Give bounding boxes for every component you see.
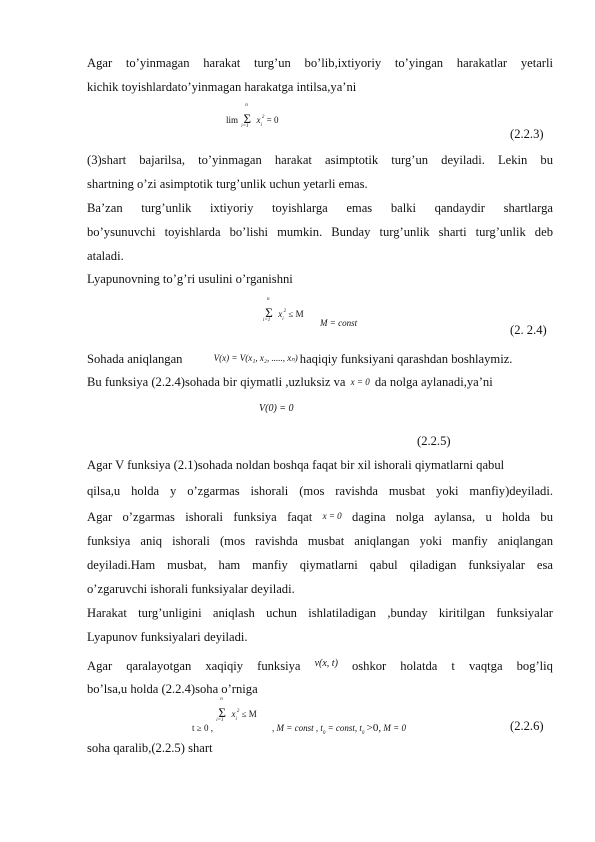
formula-sum-bound: n Σ i=1 $x_i^2 \le M$ (263, 297, 304, 323)
formula-v-xt: v(x, t) (314, 658, 338, 669)
equation-number: (2.2.5) (417, 434, 451, 448)
formula-limit-sum: lim n Σ i=1 $x_i^2 = 0$ (226, 103, 279, 129)
text-line: Lyapunovning to’g’ri usulini o’rganishni (87, 272, 293, 286)
text-line: qilsa,u holda y o’zgarmas ishorali (mos ravishda musbat yoki manfiy)deyiladi. (87, 484, 553, 498)
text-line: o’zgaruvchi ishorali funksiyalar deyiladi. (87, 582, 295, 596)
text-line: bo’lsa,u holda (2.2.4)soha o’rniga (87, 682, 258, 696)
text-span: oshkor holatda t vaqtga bog’liq (351, 659, 553, 673)
text-line (87, 350, 553, 367)
text-line: deyiladi.Ham musbat, ham manfiy qiymatlarni qabul qiladigan funksiyalar esa (87, 558, 553, 572)
text-line: Agar V funksiya (2.1)sohada noldan boshqa faqat bir xil ishorali qiymatlarni qabul (87, 458, 505, 472)
text-line: Ba’zan turg’unlik ixtiyoriy toyishlarga emas balki qandaydir shartlarga (87, 201, 553, 215)
text-line: Lyapunov funksiyalari deyiladi. (87, 630, 248, 644)
text-span: Agar o’zgarmas ishorali funksiya faqat (87, 510, 313, 524)
equation-number: (2. 2.4) (510, 323, 547, 337)
formula-v-def: V(x) = V(x₁, x₂, ....., xₙ) (213, 353, 298, 363)
formula-x-zero: x = 0 (322, 511, 342, 521)
text-span: dagina nolga aylansa, u holda bu (352, 510, 554, 524)
text-span: haqiqiy funksiyani qarashdan boshlaymiz. (299, 352, 513, 366)
text-line: soha qaralib,(2.2.5) shart (87, 741, 213, 755)
text-line: Harakat turg’unligini aniqlash uchun ishlatiladigan ,bunday kiritilgan funksiyalar (87, 606, 553, 620)
text-span: Sohada aniqlangan (87, 352, 183, 366)
equation-number: (2.2.3) (510, 127, 544, 141)
formula-v-zero: V(0) = 0 (259, 403, 294, 414)
text-line: funksiya aniq ishorali (mos ravishda musbat aniqlangan yoki manfiy aniqlangan (87, 534, 553, 548)
text-line (87, 508, 553, 525)
formula-x-zero: x = 0 (350, 377, 370, 387)
formula-domain-time: t ≥ 0 , n Σ i=1 $x_i^2 \le M$ (192, 697, 257, 733)
text-line (87, 374, 553, 390)
equation-number: (2.2.6) (510, 719, 544, 733)
text-span: Agar qaralayotgan xaqiqiy funksiya (87, 659, 301, 673)
text-line: (3)shart bajarilsa, to’yinmagan harakat asimptotik turg’un deyiladi. Lekin bu (87, 153, 553, 167)
text-line: bo’ysunuvchi toyishlarda bo’lishi mumkin. Bunday turg’unlik sharti turg’unlik deb (87, 225, 553, 239)
text-line (87, 656, 553, 674)
text-span: Bu funksiya (2.2.4)sohada bir qiymatli ,uzluksiz va (87, 375, 346, 389)
formula-m-const: M = const (320, 318, 358, 328)
formula-domain-constants: , M = const , $t_0$ = const, $t_0 >0$, M = 0 (272, 722, 406, 736)
text-span: da nolga aylanadi,ya’ni (374, 375, 493, 389)
text-line: ataladi. (87, 249, 124, 263)
text-line: shartning o’zi asimptotik turg’unlik uchun yetarli emas. (87, 177, 368, 191)
text-line: kichik toyishlardato’yinmagan harakatga intilsa,ya’ni (87, 80, 357, 94)
text-line: Agar to’yinmagan harakat turg’un bo’lib,ixtiyoriy to’yingan harakatlar yetarli (87, 56, 553, 70)
